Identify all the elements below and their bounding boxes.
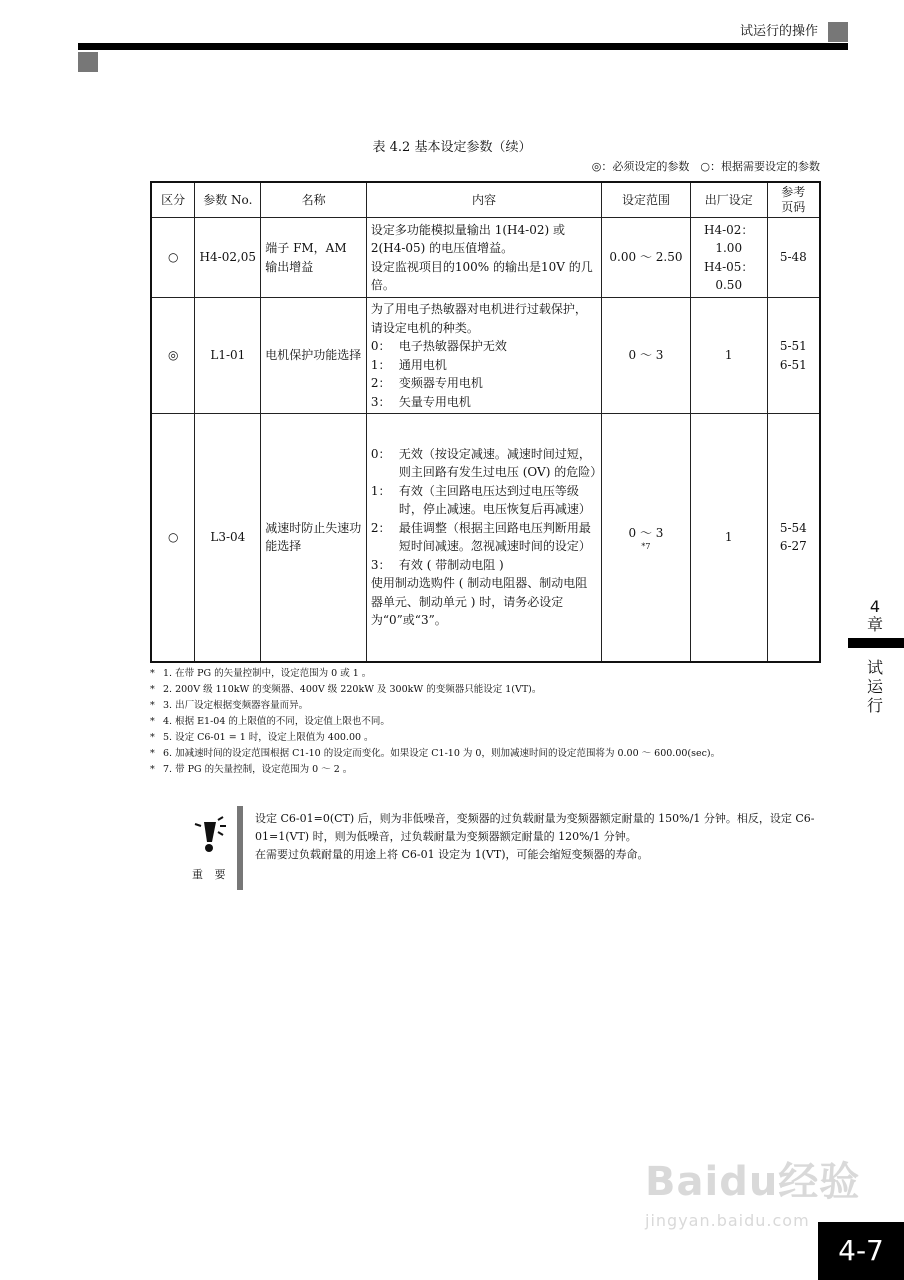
- table-legend: ◎：必须设定的参数 ○：根据需要设定的参数: [591, 160, 820, 173]
- footnote-text: 6. 加减速时间的设定范围根据 C1-10 的设定而变化。如果设定 C1-10 为 0，则加减速时间的设定范围将为 0.00 ～ 600.00(sec)。: [163, 748, 721, 759]
- header-title: 试运行的操作: [739, 24, 818, 39]
- option-key: 1：: [370, 483, 391, 498]
- footnote-marker: *: [150, 700, 155, 711]
- table-row: [151, 298, 820, 414]
- option-key: 3：: [370, 557, 391, 572]
- row-range: [602, 414, 691, 662]
- option-item: [370, 445, 603, 482]
- footnote: [150, 730, 850, 746]
- footnote: [150, 682, 850, 698]
- option-text: 最佳调整（根据主回路电压判断用最短时间减速。忽视减速时间的设定）: [398, 520, 591, 554]
- footnote-marker: *: [150, 684, 155, 695]
- row-class: ◎: [151, 298, 195, 414]
- default-line: H4-02：: [704, 222, 754, 237]
- footnotes: [150, 666, 850, 778]
- row-range: [602, 218, 691, 298]
- range-value: 0 ～ 3: [628, 525, 664, 540]
- row-pages: [767, 414, 820, 662]
- option-item: [371, 337, 597, 356]
- footnote-text: 3. 出厂设定根据变频器容量而异。: [163, 700, 309, 711]
- footnote-marker: *: [150, 764, 155, 775]
- table-caption: 表 4.2 基本设定参数（续）: [372, 140, 532, 155]
- option-text: 有效（主回路电压达到过电压等级时，停止减速。电压恢复后再减速）: [398, 483, 591, 517]
- range-footnote: *7: [641, 542, 651, 551]
- footnote-text: 2. 200V 级 110kW 的变频器、400V 级 220kW 及 300kW 的变频器只能设定 1(VT)。: [163, 684, 542, 695]
- row-default: [690, 218, 767, 298]
- important-notice: [190, 806, 830, 890]
- row-range: [602, 298, 691, 414]
- option-text: 有效 ( 带制动电阻 ): [398, 557, 504, 572]
- chapter-tab-bar: [848, 638, 904, 648]
- option-text: 通用电机: [398, 357, 447, 372]
- row-pages: [767, 218, 820, 298]
- footnote: [150, 762, 850, 778]
- page-number: 4-7: [818, 1222, 904, 1280]
- option-item: [371, 519, 597, 556]
- row-param-no: H4-02,05: [195, 218, 261, 298]
- default-line: H4-05：: [704, 259, 754, 274]
- range-value: 0 ～ 3: [628, 348, 664, 363]
- row-class: ○: [151, 218, 195, 298]
- header-rule: [78, 43, 848, 50]
- default-line: 1.00: [715, 241, 743, 255]
- header-cell: 参考 页码: [767, 182, 820, 218]
- option-text: 电子热敏器保护无效: [398, 339, 507, 353]
- option-text: 矢量专用电机: [398, 394, 471, 409]
- header-cell: 名称: [261, 182, 367, 218]
- range-value: 0.00 ～ 2.50: [609, 250, 683, 265]
- important-bar: [237, 806, 243, 890]
- watermark-url: jingyan.baidu.com: [645, 1211, 810, 1230]
- content-line: 使用制动选购件 ( 制动电阻器、制动电阻器单元、制动单元 ) 时，请务必设定为“0”或“3”。: [370, 576, 588, 628]
- row-class: ○: [151, 414, 195, 662]
- footnote-text: 4. 根据 E1-04 的上限值的不同，设定值上限也不同。: [163, 716, 390, 727]
- footnote-marker: *: [150, 668, 155, 679]
- row-name: 减速时防止失速功能选择: [261, 414, 367, 662]
- page-ref: 5-51: [779, 339, 807, 353]
- chapter-unit: 章: [866, 615, 883, 634]
- option-text: 变频器专用电机: [398, 376, 483, 390]
- header-cell: 设定范围: [602, 182, 691, 218]
- important-line: 设定 C6-01=0(CT) 后，则为非低噪音，变频器的过负载耐量为变频器额定耐量的 150%/1 分钟。相反，设定 C6-01=1(VT) 时，则为低噪音，过负载耐量为变频器额定耐量的 120%/1 分钟。: [255, 812, 815, 843]
- footnote-text: 1. 在带 PG 的矢量控制中，设定范围为 0 或 1 。: [163, 668, 372, 679]
- header-box: [828, 22, 848, 42]
- page-ref: 6-27: [779, 539, 807, 554]
- row-pages: [767, 298, 820, 414]
- page-ref: 5-54: [779, 520, 807, 535]
- row-name: 端子 FM，AM 输出增益: [261, 218, 367, 298]
- option-item: [371, 482, 597, 519]
- chapter-tab-number: [862, 598, 888, 634]
- option-key: 3：: [370, 394, 391, 409]
- header-cell: 出厂设定: [690, 182, 767, 218]
- page-ref: 6-51: [779, 357, 807, 372]
- table-row: [151, 218, 820, 298]
- option-item: [371, 556, 597, 575]
- row-name: 电机保护功能选择: [261, 298, 367, 414]
- chapter-title: 试运行: [866, 658, 883, 715]
- row-param-no: L1-01: [195, 298, 261, 414]
- parameter-table: [150, 181, 821, 663]
- default-line: 0.50: [715, 278, 743, 292]
- important-label: 重 要: [192, 868, 230, 881]
- watermark: [645, 1150, 860, 1230]
- content-line: 设定监视项目的100% 的输出是10V 的几倍。: [370, 259, 593, 292]
- page-ref: 5-48: [779, 250, 807, 265]
- header-left-box: [78, 52, 98, 72]
- footnote-text: 7. 带 PG 的矢量控制，设定范围为 0 ～ 2 。: [163, 764, 353, 775]
- default-line: 1: [724, 348, 733, 363]
- footnote: [150, 666, 850, 682]
- footnote-marker: *: [150, 716, 155, 727]
- content-line: 设定多功能模拟量输出 1(H4-02) 或 2(H4-05) 的电压值增益。: [370, 222, 565, 255]
- exclamation-icon: [190, 816, 230, 856]
- option-key: 2：: [370, 376, 391, 390]
- option-item: [371, 393, 597, 412]
- header-cell: 内容: [366, 182, 601, 218]
- row-content: [366, 218, 601, 298]
- header-cell: 参数 No.: [195, 182, 261, 218]
- footnote: [150, 714, 850, 730]
- table-header-row: [151, 182, 820, 218]
- option-key: 0：: [370, 446, 391, 461]
- option-item: [371, 356, 597, 375]
- footnote: [150, 746, 850, 762]
- footnote-marker: *: [150, 732, 155, 743]
- watermark-brand: Baidu经验: [645, 1159, 861, 1205]
- footnote-marker: *: [150, 748, 155, 759]
- footnote: [150, 698, 850, 714]
- content-line: 为了用电子热敏器对电机进行过载保护，请设定电机的种类。: [370, 302, 587, 335]
- row-default: [690, 298, 767, 414]
- option-item: [371, 374, 597, 393]
- table-row: [151, 414, 820, 662]
- default-line: 1: [724, 530, 733, 544]
- row-default: [690, 414, 767, 662]
- important-text: [255, 810, 815, 864]
- row-param-no: L3-04: [195, 414, 261, 662]
- option-text: 无效（按设定减速。减速时间过短，则主回路有发生过电压 (OV) 的危险）: [398, 446, 603, 480]
- row-content: [366, 298, 601, 414]
- option-key: 1：: [370, 357, 391, 372]
- footnote-text: 5. 设定 C6-01 = 1 时，设定上限值为 400.00 。: [163, 732, 374, 743]
- chapter-number: 4: [869, 597, 881, 616]
- important-line: 在需要过负载耐量的用途上将 C6-01 设定为 1(VT)，可能会缩短变频器的寿命。: [255, 848, 649, 861]
- header-cell: 区分: [151, 182, 195, 218]
- option-key: 0：: [370, 339, 391, 353]
- option-key: 2：: [370, 520, 391, 535]
- row-content: [366, 414, 601, 662]
